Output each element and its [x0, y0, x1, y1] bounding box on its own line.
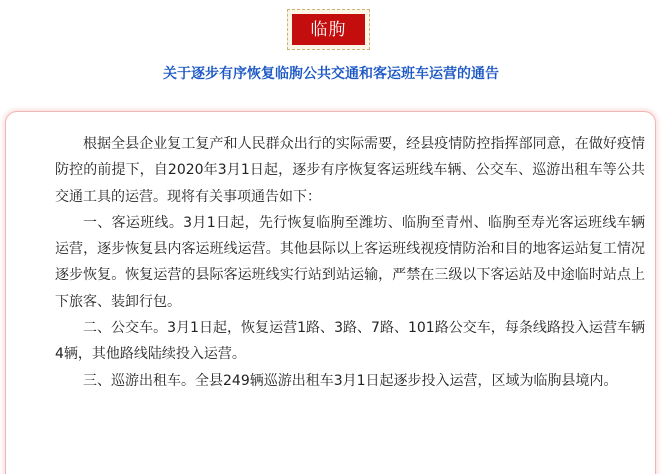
region-tag[interactable] [287, 9, 370, 50]
region-tag-label[interactable]: 临朐 [292, 14, 365, 45]
paragraph-coach-routes: 一、客运班线。3月1日起，先行恢复临朐至潍坊、临朐至青州、临朐至寿光客运班线车辆运营，逐步恢复县内客运班线运营。其他县际以上客运班线视疫情防治和目的地客运站复工情况逐步恢复。恢复运营的县际客运班线实行站到站运输，严禁在三级以下客运站及中途临时站点上下旅客、装卸行包。 [55, 214, 645, 310]
article-headline[interactable]: 关于逐步有序恢复临朐公共交通和客运班车运营的通告 [163, 66, 499, 82]
paragraph-intro: 根据全县企业复工复产和人民群众出行的实际需要，经县疫情防控指挥部同意，在做好疫情防控的前提下，自2020年3月1日起，逐步有序恢复客运班线车辆、公交车、巡游出租车等公共交通工具的运营。现将有关事项通告如下： [55, 136, 645, 205]
paragraph-buses: 二、公交车。3月1日起，恢复运营1路、3路、7路、101路公交车，每条线路投入运营车辆4辆，其他路线陆续投入运营。 [55, 320, 645, 363]
article-body [55, 131, 645, 394]
paragraph-taxis: 三、巡游出租车。全县249辆巡游出租车3月1日起逐步投入运营，区域为临朐县境内。 [83, 372, 618, 389]
